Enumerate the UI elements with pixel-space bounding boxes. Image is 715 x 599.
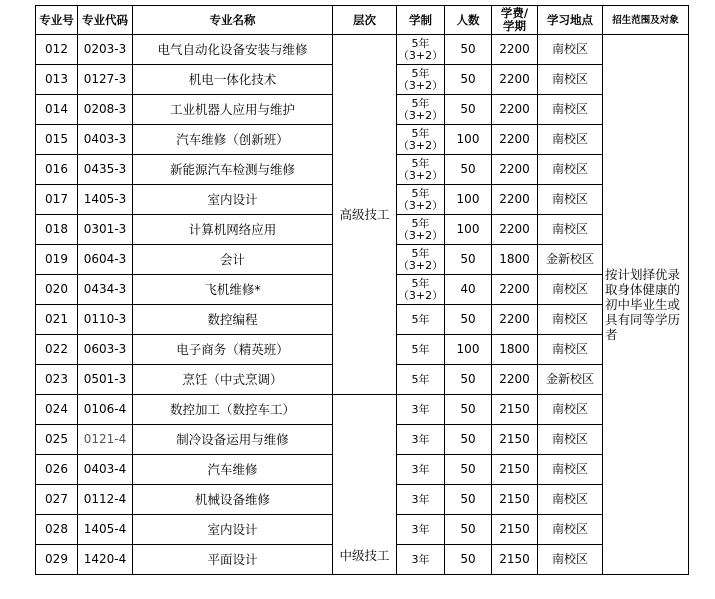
row-duration-years: 5年 bbox=[411, 186, 430, 200]
row-duration-years: 5年 bbox=[411, 312, 430, 326]
row-duration-years: 5年 bbox=[411, 342, 430, 356]
row-duration-years: 5年 bbox=[411, 36, 430, 50]
row-name: 数控编程 bbox=[133, 305, 333, 335]
row-code: 1405-4 bbox=[78, 515, 133, 545]
row-duration bbox=[397, 545, 445, 575]
row-location: 南校区 bbox=[538, 125, 603, 155]
row-no: 025 bbox=[36, 425, 78, 455]
row-location: 南校区 bbox=[538, 65, 603, 95]
row-name: 新能源汽车检测与维修 bbox=[133, 155, 333, 185]
row-location: 南校区 bbox=[538, 515, 603, 545]
row-duration-years: 5年 bbox=[411, 66, 430, 80]
row-duration bbox=[397, 125, 445, 155]
row-fee: 1800 bbox=[492, 245, 538, 275]
row-duration bbox=[397, 305, 445, 335]
row-fee: 2200 bbox=[492, 185, 538, 215]
row-name: 汽车维修（创新班） bbox=[133, 125, 333, 155]
row-code: 0110-3 bbox=[78, 305, 133, 335]
header-fee bbox=[492, 6, 538, 35]
row-code: 0106-4 bbox=[78, 395, 133, 425]
row-no: 018 bbox=[36, 215, 78, 245]
row-fee: 2200 bbox=[492, 35, 538, 65]
row-no: 019 bbox=[36, 245, 78, 275]
row-location: 南校区 bbox=[538, 305, 603, 335]
row-fee: 2150 bbox=[492, 515, 538, 545]
header-fee-line1: 学费/ bbox=[500, 6, 529, 20]
level-intermediate: 中级技工 bbox=[333, 395, 397, 575]
header-no: 专业号 bbox=[36, 6, 78, 35]
row-fee: 1800 bbox=[492, 335, 538, 365]
row-location: 南校区 bbox=[538, 95, 603, 125]
row-location: 南校区 bbox=[538, 335, 603, 365]
row-code: 0403-4 bbox=[78, 455, 133, 485]
row-no: 026 bbox=[36, 455, 78, 485]
row-fee: 2150 bbox=[492, 395, 538, 425]
row-fee: 2200 bbox=[492, 65, 538, 95]
row-code: 0301-3 bbox=[78, 215, 133, 245]
row-fee: 2200 bbox=[492, 305, 538, 335]
row-duration bbox=[397, 35, 445, 65]
row-duration-years: 3年 bbox=[411, 522, 430, 536]
row-no: 020 bbox=[36, 275, 78, 305]
row-duration bbox=[397, 485, 445, 515]
row-code: 0403-3 bbox=[78, 125, 133, 155]
row-duration-scheme: （3+2） bbox=[397, 198, 444, 212]
row-name: 室内设计 bbox=[133, 515, 333, 545]
row-no: 029 bbox=[36, 545, 78, 575]
row-no: 024 bbox=[36, 395, 78, 425]
row-name: 机电一体化技术 bbox=[133, 65, 333, 95]
row-location: 南校区 bbox=[538, 485, 603, 515]
row-count: 40 bbox=[445, 275, 492, 305]
row-fee: 2200 bbox=[492, 215, 538, 245]
row-no: 027 bbox=[36, 485, 78, 515]
row-location: 南校区 bbox=[538, 455, 603, 485]
row-duration-years: 5年 bbox=[411, 276, 430, 290]
header-duration: 学制 bbox=[397, 6, 445, 35]
row-count: 50 bbox=[445, 365, 492, 395]
row-duration-scheme: （3+2） bbox=[397, 168, 444, 182]
row-code: 0501-3 bbox=[78, 365, 133, 395]
row-code: 0203-3 bbox=[78, 35, 133, 65]
header-target: 招生范围及对象 bbox=[603, 6, 689, 35]
row-name: 电气自动化设备安装与维修 bbox=[133, 35, 333, 65]
row-duration-years: 3年 bbox=[411, 462, 430, 476]
row-location: 南校区 bbox=[538, 215, 603, 245]
row-duration-scheme: （3+2） bbox=[397, 228, 444, 242]
row-count: 50 bbox=[445, 65, 492, 95]
row-duration-years: 3年 bbox=[411, 492, 430, 506]
row-duration-years: 5年 bbox=[411, 372, 430, 386]
row-count: 50 bbox=[445, 155, 492, 185]
row-no: 013 bbox=[36, 65, 78, 95]
header-location: 学习地点 bbox=[538, 6, 603, 35]
row-duration bbox=[397, 395, 445, 425]
row-name: 数控加工（数控车工） bbox=[133, 395, 333, 425]
row-duration-years: 5年 bbox=[411, 216, 430, 230]
row-no: 021 bbox=[36, 305, 78, 335]
row-duration-scheme: （3+2） bbox=[397, 288, 444, 302]
row-duration bbox=[397, 335, 445, 365]
row-code: 0603-3 bbox=[78, 335, 133, 365]
row-code: 0434-3 bbox=[78, 275, 133, 305]
header-row bbox=[36, 6, 689, 35]
row-name: 汽车维修 bbox=[133, 455, 333, 485]
row-location: 南校区 bbox=[538, 425, 603, 455]
row-location: 金新校区 bbox=[538, 245, 603, 275]
row-count: 50 bbox=[445, 245, 492, 275]
row-duration-years: 5年 bbox=[411, 246, 430, 260]
row-duration bbox=[397, 65, 445, 95]
row-no: 023 bbox=[36, 365, 78, 395]
row-no: 012 bbox=[36, 35, 78, 65]
row-name: 会计 bbox=[133, 245, 333, 275]
row-name: 飞机维修* bbox=[133, 275, 333, 305]
row-code: 1405-3 bbox=[78, 185, 133, 215]
row-location: 南校区 bbox=[538, 185, 603, 215]
row-name: 电子商务（精英班） bbox=[133, 335, 333, 365]
row-count: 50 bbox=[445, 485, 492, 515]
row-fee: 2200 bbox=[492, 125, 538, 155]
header-level: 层次 bbox=[333, 6, 397, 35]
row-duration bbox=[397, 185, 445, 215]
level-advanced: 高级技工 bbox=[333, 35, 397, 395]
header-name: 专业名称 bbox=[133, 6, 333, 35]
row-location: 南校区 bbox=[538, 35, 603, 65]
row-duration-years: 3年 bbox=[411, 552, 430, 566]
row-location: 南校区 bbox=[538, 395, 603, 425]
table-row bbox=[36, 35, 689, 65]
row-count: 50 bbox=[445, 95, 492, 125]
row-count: 50 bbox=[445, 545, 492, 575]
row-count: 100 bbox=[445, 335, 492, 365]
row-name: 烹饪（中式烹调） bbox=[133, 365, 333, 395]
row-duration bbox=[397, 515, 445, 545]
row-duration bbox=[397, 365, 445, 395]
row-fee: 2150 bbox=[492, 455, 538, 485]
row-duration-scheme: （3+2） bbox=[397, 108, 444, 122]
row-fee: 2150 bbox=[492, 485, 538, 515]
row-duration bbox=[397, 245, 445, 275]
row-no: 014 bbox=[36, 95, 78, 125]
row-no: 016 bbox=[36, 155, 78, 185]
row-code: 0127-3 bbox=[78, 65, 133, 95]
row-no: 015 bbox=[36, 125, 78, 155]
row-duration bbox=[397, 425, 445, 455]
row-duration-years: 5年 bbox=[411, 156, 430, 170]
row-location: 金新校区 bbox=[538, 365, 603, 395]
row-fee: 2200 bbox=[492, 155, 538, 185]
header-fee-line2: 学期 bbox=[503, 19, 526, 33]
row-no: 022 bbox=[36, 335, 78, 365]
row-count: 100 bbox=[445, 215, 492, 245]
row-count: 100 bbox=[445, 185, 492, 215]
row-name: 室内设计 bbox=[133, 185, 333, 215]
row-duration bbox=[397, 455, 445, 485]
row-count: 50 bbox=[445, 515, 492, 545]
row-count: 50 bbox=[445, 425, 492, 455]
row-duration-scheme: （3+2） bbox=[397, 48, 444, 62]
row-code: 0121-4 bbox=[78, 425, 133, 455]
row-duration bbox=[397, 155, 445, 185]
row-no: 017 bbox=[36, 185, 78, 215]
row-name: 平面设计 bbox=[133, 545, 333, 575]
row-duration-years: 3年 bbox=[411, 402, 430, 416]
row-duration-scheme: （3+2） bbox=[397, 138, 444, 152]
row-location: 南校区 bbox=[538, 155, 603, 185]
row-code: 0604-3 bbox=[78, 245, 133, 275]
row-count: 50 bbox=[445, 35, 492, 65]
row-duration-years: 3年 bbox=[411, 432, 430, 446]
enrollment-table bbox=[35, 5, 689, 575]
row-name: 工业机器人应用与维护 bbox=[133, 95, 333, 125]
header-code: 专业代码 bbox=[78, 6, 133, 35]
row-fee: 2200 bbox=[492, 365, 538, 395]
row-count: 50 bbox=[445, 305, 492, 335]
row-count: 50 bbox=[445, 455, 492, 485]
row-name: 机械设备维修 bbox=[133, 485, 333, 515]
row-code: 1420-4 bbox=[78, 545, 133, 575]
row-fee: 2150 bbox=[492, 425, 538, 455]
row-fee: 2200 bbox=[492, 95, 538, 125]
row-duration-scheme: （3+2） bbox=[397, 78, 444, 92]
row-code: 0208-3 bbox=[78, 95, 133, 125]
row-duration bbox=[397, 275, 445, 305]
row-duration-years: 5年 bbox=[411, 126, 430, 140]
row-no: 028 bbox=[36, 515, 78, 545]
row-duration-scheme: （3+2） bbox=[397, 258, 444, 272]
row-location: 南校区 bbox=[538, 545, 603, 575]
row-duration-years: 5年 bbox=[411, 96, 430, 110]
row-count: 100 bbox=[445, 125, 492, 155]
row-duration bbox=[397, 95, 445, 125]
row-fee: 2150 bbox=[492, 545, 538, 575]
row-duration bbox=[397, 215, 445, 245]
row-name: 制冷设备运用与维修 bbox=[133, 425, 333, 455]
header-count: 人数 bbox=[445, 6, 492, 35]
row-code: 0112-4 bbox=[78, 485, 133, 515]
row-code: 0435-3 bbox=[78, 155, 133, 185]
table-row bbox=[36, 395, 689, 425]
row-name: 计算机网络应用 bbox=[133, 215, 333, 245]
row-location: 南校区 bbox=[538, 275, 603, 305]
row-count: 50 bbox=[445, 395, 492, 425]
row-fee: 2200 bbox=[492, 275, 538, 305]
enrollment-target: 按计划择优录取身体健康的初中毕业生或具有同等学历者 bbox=[603, 35, 689, 575]
